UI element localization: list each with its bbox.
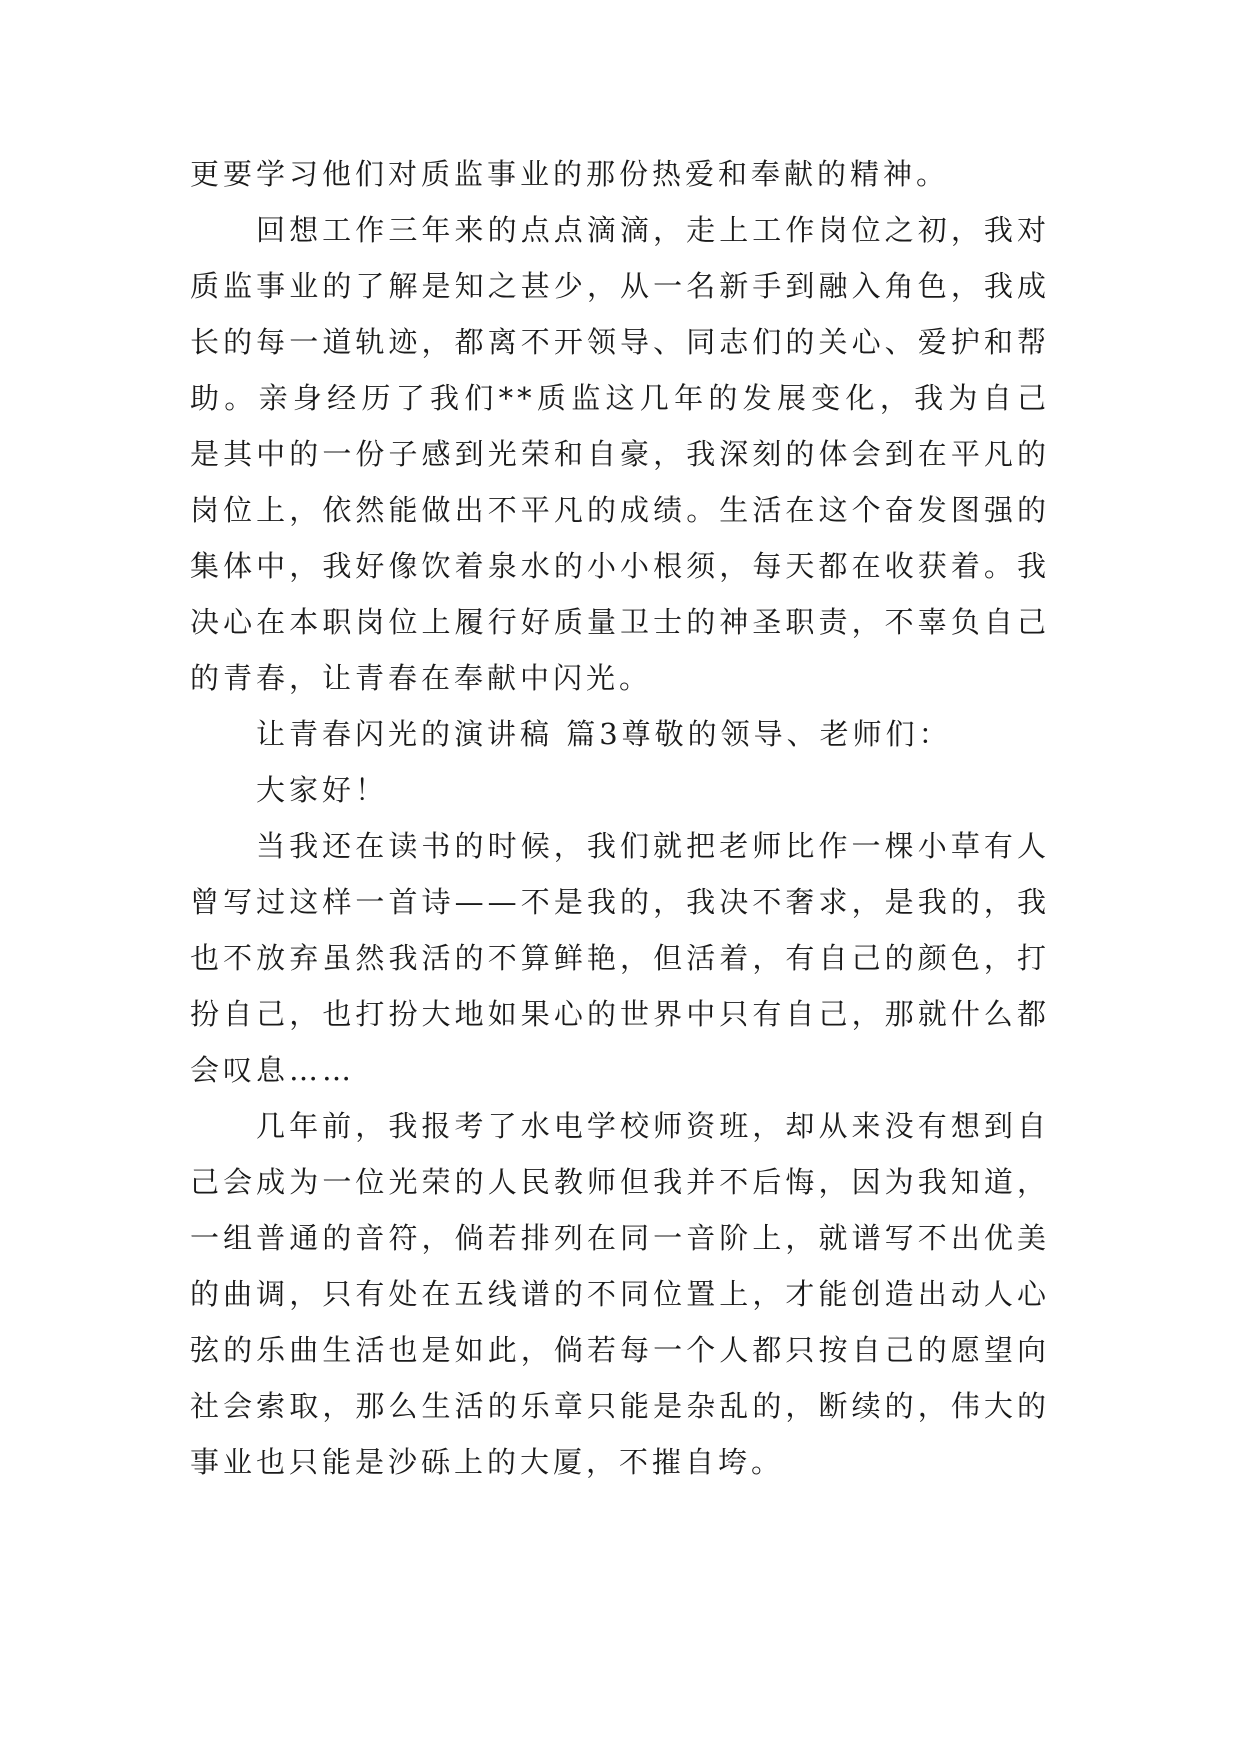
speech-title-paragraph: 让青春闪光的演讲稿 篇3尊敬的领导、老师们： — [256, 717, 952, 751]
document-body — [190, 146, 1050, 1490]
paragraph-1: 更要学习他们对质监事业的那份热爱和奉献的精神。 — [190, 157, 950, 191]
paragraph-2: 回想工作三年来的点点滴滴，走上工作岗位之初，我对质监事业的了解是知之甚少，从一名新手到融入角色，我成长的每一道轨迹，都离不开领导、同志们的关心、爱护和帮助。亲身经历了我们**质监这几年的发展变化，我为自己是其中的一份子感到光荣和自豪，我深刻的体会到在平凡的岗位上，依然能做出不平凡的成绩。生活在这个奋发图强的集体中，我好像饮着泉水的小小根须，每天都在收获着。我决心在本职岗位上履行好质量卫士的神圣职责，不辜负自己的青春，让青春在奉献中闪光。 — [190, 213, 1050, 695]
paragraph-6: 几年前，我报考了水电学校师资班，却从来没有想到自己会成为一位光荣的人民教师但我并不后悔，因为我知道，一组普通的音符，倘若排列在同一音阶上，就谱写不出优美的曲调，只有处在五线谱的不同位置上，才能创造出动人心弦的乐曲生活也是如此，倘若每一个人都只按自己的愿望向社会索取，那么生活的乐章只能是杂乱的，断续的，伟大的事业也只能是沙砾上的大厦，不摧自垮。 — [190, 1109, 1050, 1479]
paragraph-5: 当我还在读书的时候，我们就把老师比作一棵小草有人曾写过这样一首诗——不是我的，我决不奢求，是我的，我也不放弃虽然我活的不算鲜艳，但活着，有自己的颜色，打扮自己，也打扮大地如果心的世界中只有自己，那就什么都会叹息…… — [190, 829, 1050, 1087]
greeting-paragraph: 大家好！ — [256, 773, 389, 807]
